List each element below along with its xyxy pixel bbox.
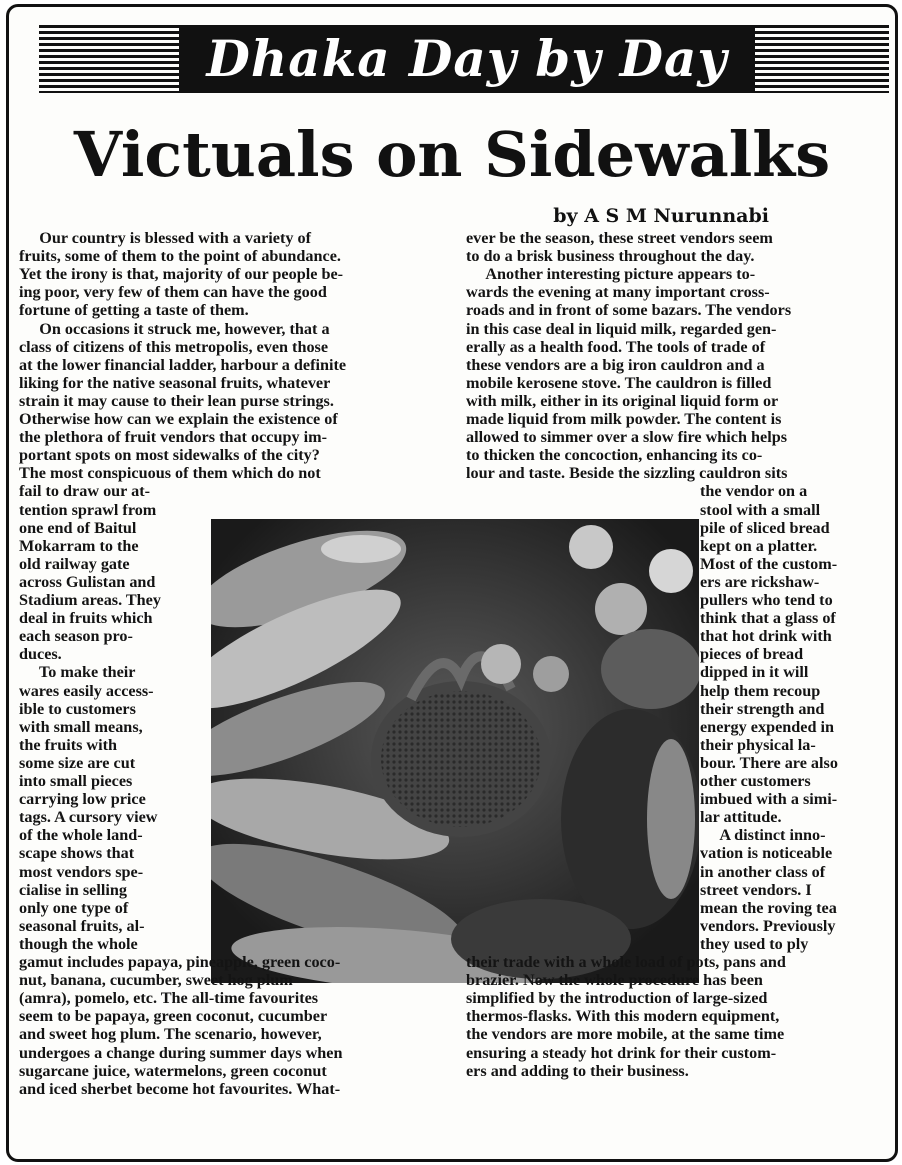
article-line: the plethora of fruit vendors that occupy im- [19, 428, 327, 447]
article-line: in another class of [700, 862, 826, 881]
article-line: made liquid from milk powder. The content is [466, 410, 782, 428]
article-line: brazier. Now the whole procedure has been [466, 971, 763, 990]
article-line: with small means, [19, 717, 143, 736]
article-line: across Gulistan and [19, 572, 156, 591]
article-line: roads and in front of some bazars. The vendors [466, 301, 792, 320]
article-line: class of citizens of this metropolis, even those [19, 337, 329, 356]
article-line: tags. A cursory view [19, 808, 158, 827]
article-line: bour. There are also [700, 753, 838, 772]
article-line: deal in fruits which [19, 609, 153, 628]
article-line: the vendor on a [700, 482, 808, 501]
article-line: simplified by the introduction of large-sized [466, 989, 768, 1008]
article-line: dipped in it will [700, 663, 809, 682]
article-line: On occasions it struck me, however, that a [19, 319, 330, 338]
article-line: strain it may cause to their lean purse strings. [19, 391, 334, 410]
article-line: duces. [19, 645, 62, 664]
article-line: fruits, some of them to the point of abundance. [19, 247, 341, 266]
article-line: gamut includes papaya, pineapple, green coco- [19, 953, 341, 971]
article-line: Stadium areas. They [19, 591, 161, 609]
article-line: and sweet hog plum. The scenario, however, [19, 1025, 322, 1044]
article-line: To make their [19, 663, 136, 682]
article-line: vation is noticeable [700, 844, 833, 863]
article-line: allowed to simmer over a slow fire which helps [466, 428, 788, 447]
article-line: lar attitude. [700, 808, 782, 827]
article-line: portant spots on most sidewalks of the city? [19, 446, 320, 465]
article-line: wares easily access- [19, 681, 154, 700]
article-line: ensuring a steady hot drink for their custom- [466, 1043, 777, 1062]
article-line: in this case deal in liquid milk, regarded gen- [466, 319, 777, 338]
article-line: pullers who tend to [700, 591, 833, 609]
article-line: into small pieces [19, 772, 133, 790]
headline: Victuals on Sidewalks [73, 118, 831, 191]
article-line: the vendors are more mobile, at the same time [466, 1025, 785, 1044]
article-line: carrying low price [19, 790, 146, 809]
article-line: only one type of [19, 898, 129, 917]
article-line: liking for the native seasonal fruits, whatever [19, 373, 331, 392]
article-line: seem to be papaya, green coconut, cucumber [19, 1007, 328, 1026]
article-line: ers and adding to their business. [466, 1061, 689, 1080]
article-line: scape shows that [19, 844, 135, 863]
article-line: their strength and [700, 699, 825, 718]
article-line: each season pro- [19, 627, 133, 646]
article-line: these vendors are a big iron cauldron and a [466, 355, 765, 374]
article-line: that hot drink with [700, 627, 832, 646]
article-line: Mokarram to the [19, 536, 139, 555]
article-line: thermos-flasks. With this modern equipment, [466, 1007, 780, 1026]
article-line: cialise in selling [19, 880, 127, 899]
article-line: kept on a platter. [700, 536, 818, 555]
article-line: Yet the irony is that, majority of our people be- [19, 265, 344, 284]
article-line: help them recoup [700, 681, 821, 700]
article-line: pieces of bread [700, 645, 804, 664]
fruit-photo [211, 519, 699, 983]
article-line: at the lower financial ladder, harbour a definite [19, 355, 347, 374]
article-line: they used to ply [700, 934, 809, 953]
article-line: ers are rickshaw- [700, 572, 820, 591]
article-line: nut, banana, cucumber, sweet hog plum [19, 971, 293, 990]
article-line: pile of sliced bread [700, 518, 830, 537]
article-line: A distinct inno- [700, 826, 826, 845]
article-line: (amra), pomelo, etc. The all-time favourites [19, 989, 319, 1008]
article-line: the fruits with [19, 735, 118, 754]
article-line: old railway gate [19, 554, 130, 573]
article-line: fortune of getting a taste of them. [19, 301, 249, 320]
article-line: wards the evening at many important cross- [466, 283, 770, 302]
article-line: seasonal fruits, al- [19, 916, 145, 935]
column-title: Dhaka Day by Day [179, 25, 755, 93]
fruit-pile-icon [211, 519, 699, 983]
article-line: stool with a small [700, 500, 821, 519]
column-banner [39, 25, 889, 93]
article-line: Otherwise how can we explain the existence of [19, 410, 338, 428]
article-line: one end of Baitul [19, 518, 137, 537]
article-line: erally as a health food. The tools of trade of [466, 337, 766, 356]
article-line: to thicken the concoction, enhancing its co- [466, 446, 763, 465]
article-line: their physical la- [700, 735, 816, 754]
article-line: ing poor, very few of them can have the good [19, 283, 327, 302]
article-line: undergoes a change during summer days when [19, 1043, 343, 1062]
article-line: though the whole [19, 934, 138, 953]
article-line: their trade with a whole load of pots, pans and [466, 953, 786, 971]
article-line: some size are cut [19, 753, 136, 772]
article-line: Our country is blessed with a variety of [19, 229, 311, 247]
article-line: mean the roving tea [700, 898, 837, 917]
article-line: sugarcane juice, watermelons, green coconut [19, 1061, 327, 1080]
article-line: mobile kerosene stove. The cauldron is filled [466, 373, 772, 392]
article-line: other customers [700, 772, 811, 790]
article-line: energy expended in [700, 717, 834, 736]
article-line: with milk, either in its original liquid form or [466, 391, 779, 410]
article-line: vendors. Previously [700, 916, 836, 935]
article-line: to do a brisk business throughout the day. [466, 247, 755, 266]
article-line: think that a glass of [700, 609, 836, 628]
article-line: ever be the season, these street vendors seem [466, 229, 773, 247]
article-line: of the whole land- [19, 826, 143, 845]
byline: by A S M Nurunnabi [553, 205, 769, 227]
article-line: street vendors. I [700, 880, 812, 899]
article-line: most vendors spe- [19, 862, 144, 881]
article-line: Another interesting picture appears to- [466, 265, 756, 284]
article-line: lour and taste. Beside the sizzling cauldron sits [466, 464, 788, 483]
article-line: imbued with a simi- [700, 790, 838, 809]
article-line: fail to draw our at- [19, 482, 150, 501]
article-line: Most of the custom- [700, 554, 838, 573]
article-line: and iced sherbet become hot favourites. What- [19, 1079, 341, 1098]
article-line: ible to customers [19, 699, 136, 718]
article-line: tention sprawl from [19, 500, 157, 519]
article-line: The most conspicuous of them which do not [19, 464, 321, 483]
